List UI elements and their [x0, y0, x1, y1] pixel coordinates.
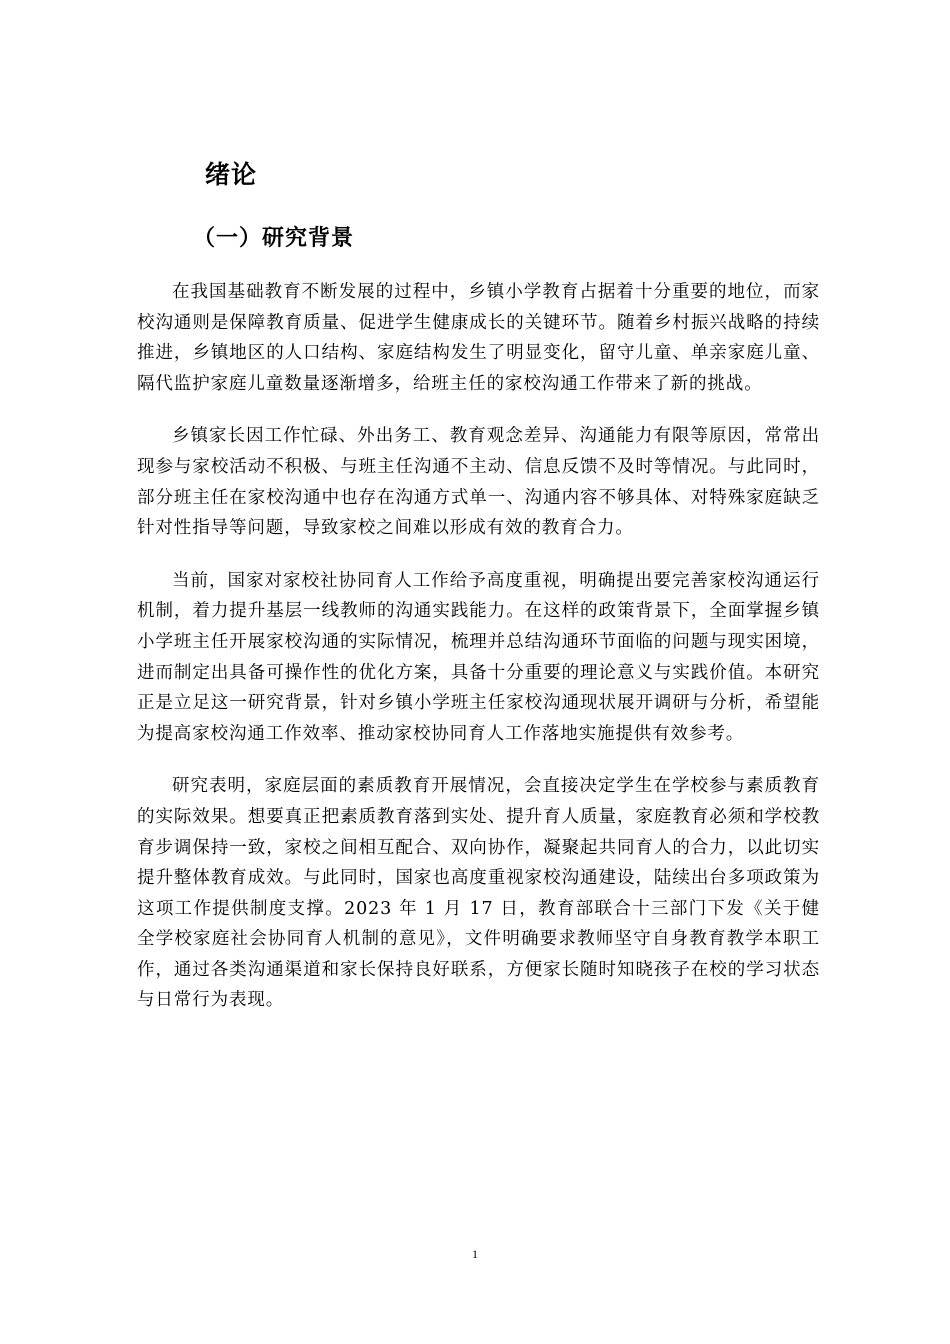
- paragraph: 研究表明，家庭层面的素质教育开展情况，会直接决定学生在学校参与素质教育的实际效果。想要真正把素质教育落到实处、提升育人质量，家庭教育必须和学校教育步调保持一致，家校之间相互配合、双向协作，凝聚起共同育人的合力，以此切实提升整体教育成效。与此同时，国家也高度重视家校沟通建设，陆续出台多项政策为这项工作提供制度支撑。2023 年 1 月 17 日，教育部联合十三部门下发《关于健全学校家庭社会协同育人机制的意见》，文件明确要求教师坚守自身教育教学本职工作，通过各类沟通渠道和家长保持良好联系，方便家长随时知晓孩子在校的学习状态与日常行为表现。: [137, 776, 820, 1011]
- chapter-title: 绪论: [205, 160, 258, 189]
- body-text: [137, 277, 820, 1038]
- section-title: （一）研究背景: [193, 226, 355, 251]
- paragraph: 在我国基础教育不断发展的过程中，乡镇小学教育占据着十分重要的地位，而家校沟通则是保障教育质量、促进学生健康成长的关键环节。随着乡村振兴战略的持续推进，乡镇地区的人口结构、家庭结构发生了明显变化，留守儿童、单亲家庭儿童、隔代监护家庭儿童数量逐渐增多，给班主任的家校沟通工作带来了新的挑战。: [137, 282, 820, 394]
- page-number: 1: [472, 1247, 478, 1261]
- paragraph: 乡镇家长因工作忙碌、外出务工、教育观念差异、沟通能力有限等原因，常常出现参与家校活动不积极、与班主任沟通不主动、信息反馈不及时等情况。与此同时，部分班主任在家校沟通中也存在沟通方式单一、沟通内容不够具体、对特殊家庭缺乏针对性指导等问题，导致家校之间难以形成有效的教育合力。: [137, 426, 820, 539]
- paragraph: 当前，国家对家校社协同育人工作给予高度重视，明确提出要完善家校沟通运行机制，着力提升基层一线教师的沟通实践能力。在这样的政策背景下，全面掌握乡镇小学班主任开展家校沟通的实际情况，梳理并总结沟通环节面临的问题与现实困境，进而制定出具备可操作性的优化方案，具备十分重要的理论意义与实践价值。本研究正是立足这一研究背景，针对乡镇小学班主任家校沟通现状展开调研与分析，希望能为提高家校沟通工作效率、推动家校协同育人工作落地实施提供有效参考。: [137, 570, 820, 744]
